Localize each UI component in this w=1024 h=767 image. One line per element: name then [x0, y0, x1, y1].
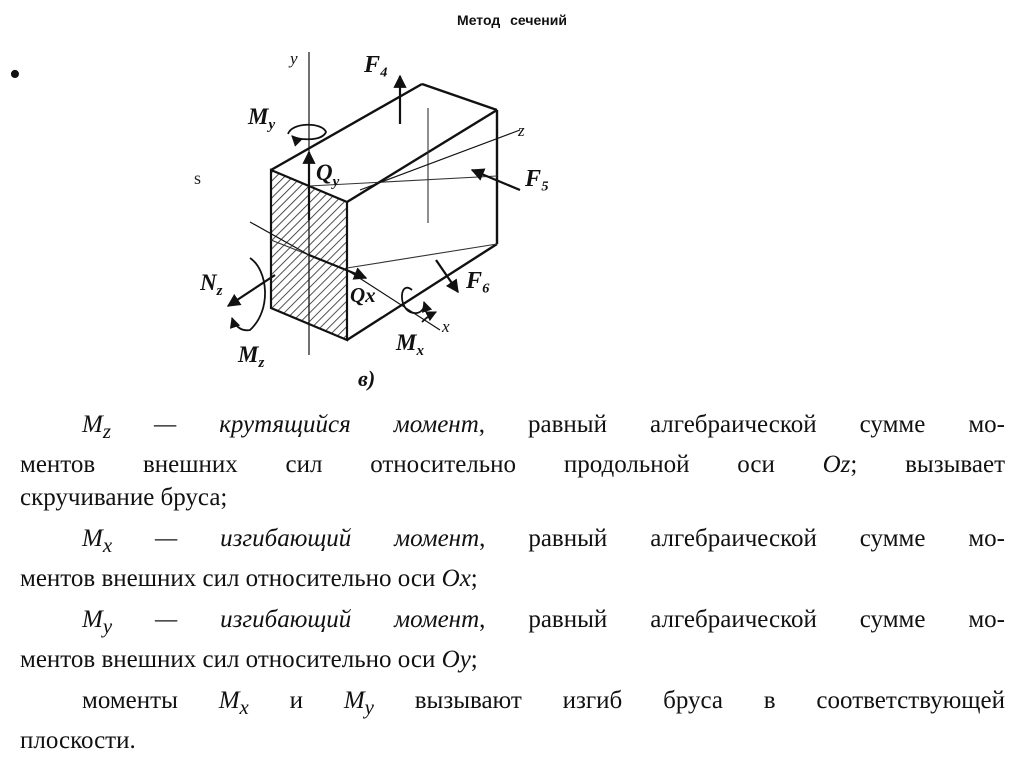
- paragraph-my: [20, 603, 1005, 676]
- mz-moment-arc: [232, 258, 265, 330]
- text-line: ментов внешних сил относительно оси Ox;: [20, 565, 478, 592]
- paragraph-mx: [20, 522, 1005, 595]
- text-line: ментов внешних сил относительно продольной оси Oz; вызывает: [20, 451, 1005, 478]
- slide-title: Метод сечений: [457, 12, 567, 28]
- axis-x-label: x: [442, 317, 450, 336]
- text-line: $M_x$ — изгибающий момент, равный алгебраической сумме мо-: [82, 525, 1005, 557]
- force-f6-arrow: [436, 260, 458, 292]
- stray-mark: s: [194, 168, 202, 188]
- qy-label: $Q_y$: [316, 160, 340, 190]
- beam-section-diagram: [200, 40, 560, 400]
- nz-label: $N_z$: [200, 270, 223, 299]
- nz-arrow: [228, 275, 275, 306]
- text-line: моменты $M_x$ и $M_y$ вызывают изгиб бруса в соответствующей: [82, 687, 1005, 719]
- my-label: $M_y$: [248, 104, 276, 133]
- f4-label: F₄: [364, 52, 389, 78]
- text-line: плоскости.: [20, 727, 136, 754]
- paragraph-moments: [20, 684, 1005, 757]
- qx-label: Qx: [350, 283, 376, 307]
- text-line: $M_y$ — изгибающий момент, равный алгебраической сумме мо-: [82, 606, 1005, 638]
- paragraph-mz: [20, 408, 1005, 514]
- text-line: скручивание бруса;: [20, 484, 228, 511]
- f6-label: F₆: [466, 268, 491, 294]
- bullet-point: •: [9, 56, 21, 93]
- mz-label: $M_z$: [238, 342, 265, 371]
- f5-label: F₅: [525, 166, 550, 192]
- axis-y-label: y: [290, 49, 298, 68]
- figure-caption: в): [358, 366, 376, 391]
- text-line: ментов внешних сил относительно оси Oy;: [20, 646, 478, 673]
- definitions-text: [20, 408, 1005, 757]
- axis-z-label: z: [518, 121, 525, 140]
- text-line: $M_z$ — крутящийся момент, равный алгебраической сумме мо-: [82, 411, 1005, 443]
- mx-label: $M_x$: [396, 330, 424, 359]
- mx-small-arrow: [422, 312, 436, 322]
- my-moment-arc: [288, 125, 326, 140]
